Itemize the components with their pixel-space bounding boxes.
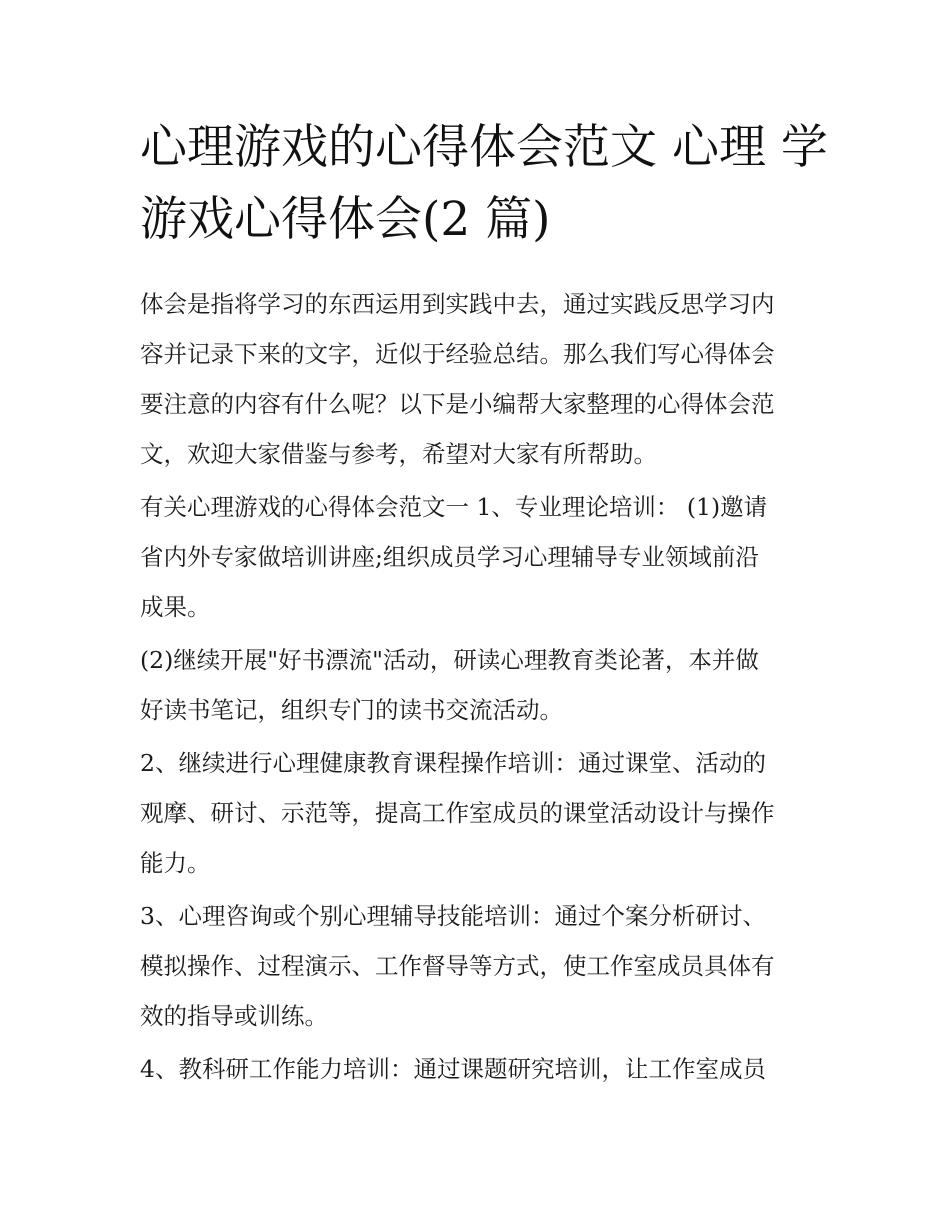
document-body bbox=[140, 279, 830, 1097]
document-title: 心理游戏的心得体会范文 心理 学游戏心得体会(2 篇) bbox=[140, 120, 828, 247]
paragraph-item-3: 3、心理咨询或个别心理辅导技能培训：通过个案分析研讨、 模拟操作、过程演示、工作督导等方式，使工作室成员具体有 效的指导或训练。 bbox=[140, 902, 775, 1030]
paragraph-item-2: 2、继续进行心理健康教育课程操作培训：通过课堂、活动的 观摩、研讨、示范等，提高工作室成员的课堂活动设计与操作 能力。 bbox=[140, 749, 775, 877]
paragraph-intro: 体会是指将学习的东西运用到实践中去，通过实践反思学习内 容并记录下来的文字，近似于经验总结。那么我们写心得体会 要注意的内容有什么呢？以下是小编帮大家整理的心得体会范 文，欢迎大家借鉴与参考，希望对大家有所帮助。 bbox=[140, 290, 775, 468]
paragraph-item-1: 有关心理游戏的心得体会范文一 1、专业理论培训： (1)邀请 省内外专家做培训讲座;组织成员学习心理辅导专业领域前沿 成果。 bbox=[140, 493, 768, 621]
paragraph-item-4: 4、教科研工作能力培训：通过课题研究培训，让工作室成员 bbox=[140, 1055, 766, 1083]
paragraph-item-1-2: (2)继续开展"好书漂流"活动，研读心理教育类论著，本并做 好读书笔记，组织专门的读书交流活动。 bbox=[140, 646, 759, 724]
